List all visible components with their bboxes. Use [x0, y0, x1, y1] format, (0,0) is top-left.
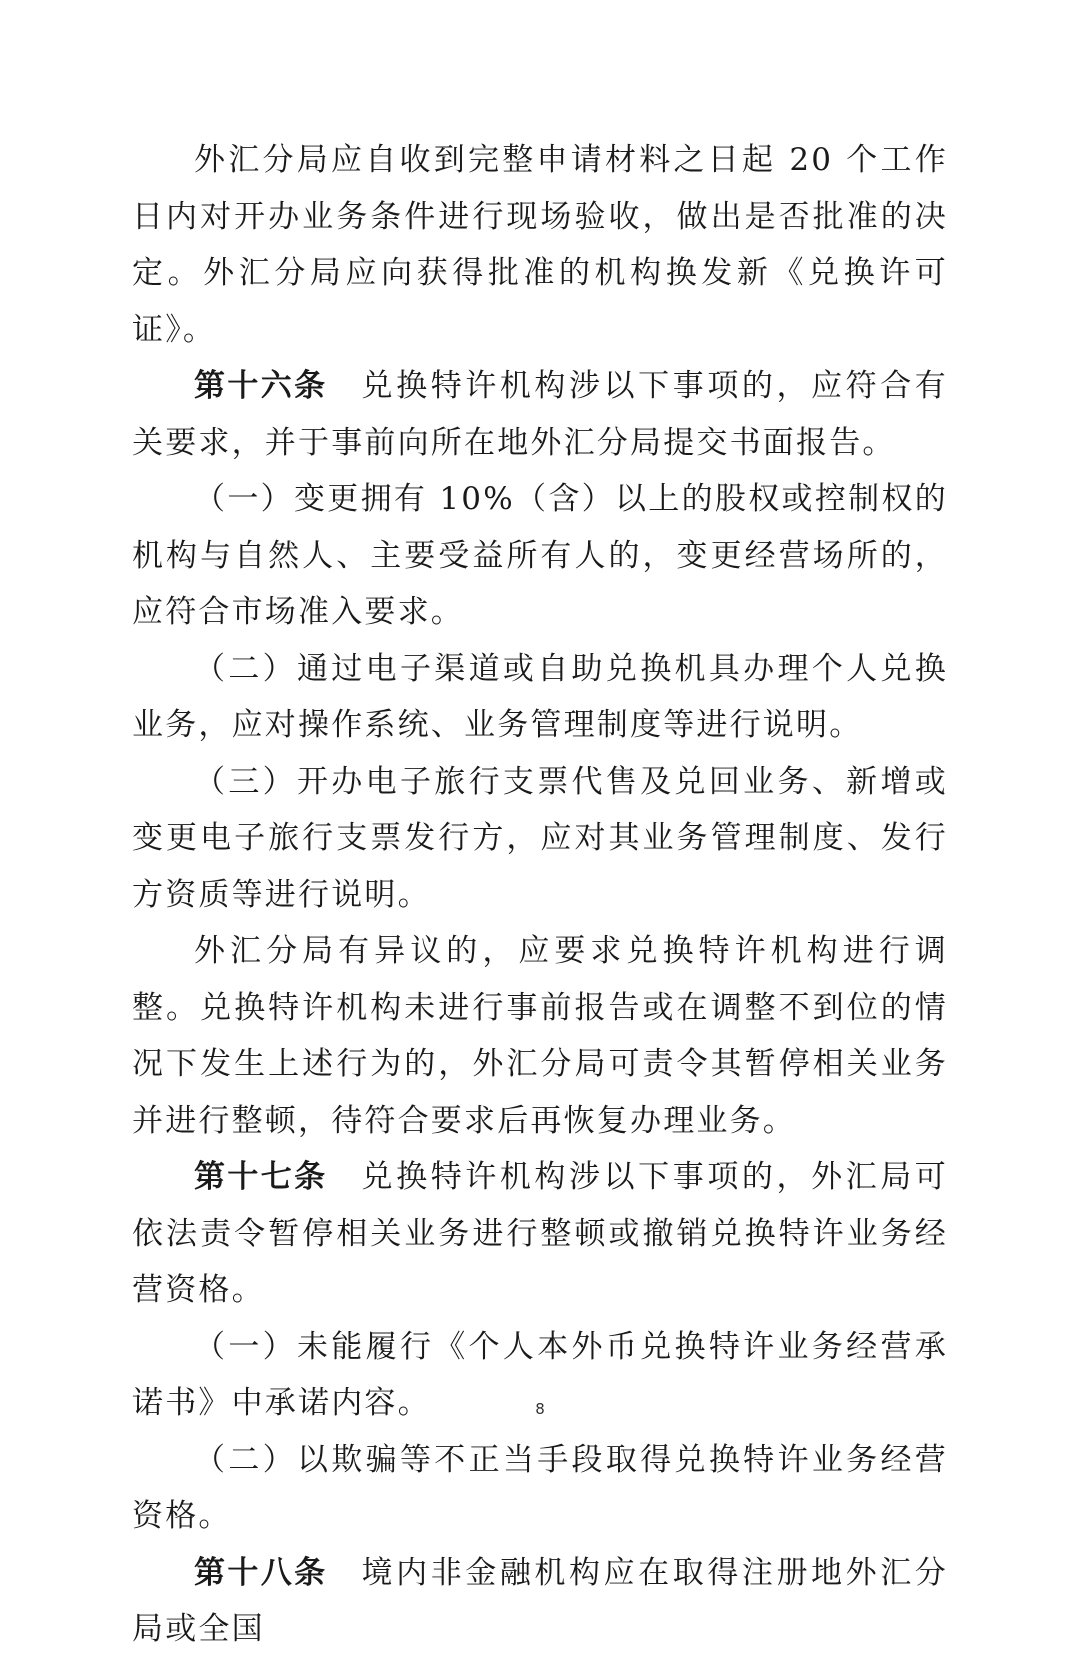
paragraph-1: 外汇分局应自收到完整申请材料之日起 20 个工作日内对开办业务条件进行现场验收，做出是否批准的决定。外汇分局应向获得批准的机构换发新《兑换许可证》。	[132, 142, 948, 348]
paragraph-article-18: 第十八条 境内非金融机构应在取得注册地外汇分局或全国	[132, 1554, 949, 1647]
paragraph-16-item-3: （三）开办电子旅行支票代售及兑回业务、新增或变更电子旅行支票发行方，应对其业务管理制度、发行方资质等进行说明。	[132, 763, 948, 913]
paragraph-article-17: 第十七条 兑换特许机构涉以下事项的，外汇局可依法责令暂停相关业务进行整顿或撤销兑换特许业务经营资格。	[132, 1159, 949, 1308]
paragraph-17-item-1: （一）未能履行《个人本外币兑换特许业务经营承诺书》中承诺内容。	[132, 1328, 948, 1421]
paragraph-16-item-1: （一）变更拥有 10%（含）以上的股权或控制权的机构与自然人、主要受益所有人的，变更经营场所的，应符合市场准入要求。	[132, 481, 948, 630]
article-16-heading: 第十六条	[194, 368, 328, 404]
paragraph-16-objection: 外汇分局有异议的，应要求兑换特许机构进行调整。兑换特许机构未进行事前报告或在调整不到位的情况下发生上述行为的，外汇分局可责令其暂停相关业务并进行整顿，待符合要求后再恢复办理业务。	[132, 933, 948, 1139]
page-number: 8	[535, 1400, 545, 1418]
article-17-heading: 第十七条	[194, 1159, 328, 1195]
article-18-heading: 第十八条	[194, 1554, 328, 1591]
paragraph-16-item-2: （二）通过电子渠道或自助兑换机具办理个人兑换业务，应对操作系统、业务管理制度等进行说明。	[132, 650, 948, 743]
paragraph-17-item-2: （二）以欺骗等不正当手段取得兑换特许业务经营资格。	[132, 1441, 948, 1534]
paragraph-article-16: 第十六条 兑换特许机构涉以下事项的，应符合有关要求，并于事前向所在地外汇分局提交书面报告。	[132, 368, 949, 461]
document-body	[132, 132, 948, 1658]
